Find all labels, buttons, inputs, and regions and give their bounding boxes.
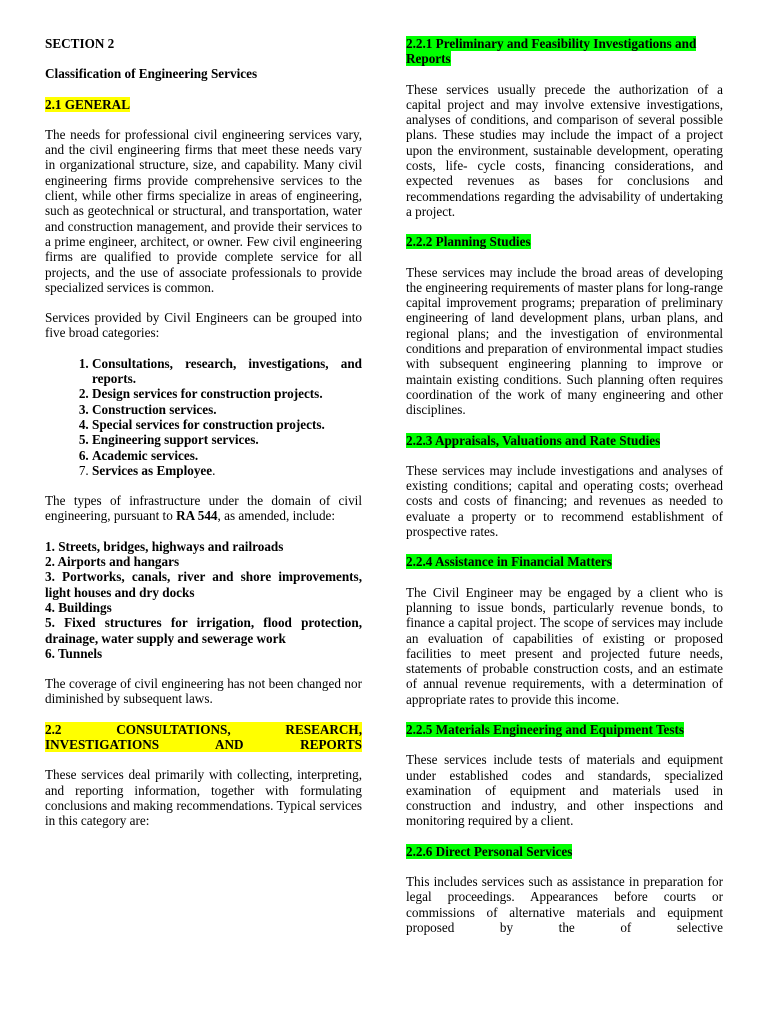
heading-2-2-3: 2.2.3 Appraisals, Valuations and Rate Studies [406,432,661,448]
list-item: 3. Portworks, canals, river and shore improvements, light houses and dry docks [45,569,362,600]
infrastructure-list [45,539,362,661]
list-item [92,463,362,478]
heading-2-2-2: 2.2.2 Planning Studies [406,234,531,250]
heading-2-2-6: 2.2.6 Direct Personal Services [406,843,573,859]
paragraph-2-2-3: These services may include investigations and analyses of existing conditions; capital and operating costs; overhead costs and costs of financing; and revenues as needed to evaluate a property or to recommend establishment of prospective rates. [406,462,723,540]
paragraph-consultations: These services deal primarily with collecting, interpreting, and reporting information, together with formulating conclusions and making recommendations. Typical services in this category are: [45,767,362,829]
paragraph-2-2-4: The Civil Engineer may be engaged by a client who is planning to issue bonds, particularly revenue bonds, to finance a capital project. The scope of services may include an evaluation of capabilities of existing or proposed facilities to meet present and projected future needs, statements of probable construction costs, and an estimate of annual revenue requirements, with a determination of appropriate rates to provide this income. [406,584,723,707]
paragraph-2-2-1: These services usually precede the authorization of a capital project and may involve extensive investigations, analyses of conditions, and comparison of several possible plans. These studies may include the impact of a project upon the environment, sustainable development, operating costs, life- cycle costs, financing considerations, and expected revenues as bases for conclusions and recommendations regarding the advisability of undertaking a project. [406,81,723,219]
paragraph-coverage: The coverage of civil engineering has not been changed nor diminished by subsequent laws. [45,676,362,707]
list-item: 4. Special services for construction projects. [92,417,362,432]
list-item: 6. Tunnels [45,645,103,661]
category-7-period: . [212,462,216,478]
heading-2-2-5: 2.2.5 Materials Engineering and Equipment Tests [406,721,685,737]
heading-2-2-1: 2.2.1 Preliminary and Feasibility Investigations and Reports [406,36,697,67]
paragraph-2-2-2: These services may include the broad areas of developing the engineering requirements of master plans for long-range capital improvement programs; preparation of preliminary engineering of land development plans, urban plans, and regional plans; and the investigation of environmental conditions and preparation of environmental impact studies with subsequent engineering planning to improve or maintain existing conditions. Such planning often requires coordination of the work of many engineering and other disciplines. [406,264,723,418]
list-item: 1. Streets, bridges, highways and railroads [45,538,284,554]
paragraph-categories-intro: Services provided by Civil Engineers can be grouped into five broad categories: [45,310,362,341]
heading-2-1: 2.1 GENERAL [45,96,130,112]
paragraph-general: The needs for professional civil engineering services vary, and the civil engineering firms that meet these needs vary in organizational structure, size, and capability. Many civil engineering firms provide comprehensive services to the client, while other firms specialize in areas of engineering, such as geotechnical or structural, and transportation, water and construction management, and provide their services to a prime engineer, architect, or owner. Few civil engineering firms are qualified to provide complete service for all projects, and the use of associate professionals to provide specialized services is common. [45,126,362,295]
list-item: 5. Fixed structures for irrigation, flood protection, drainage, water supply and sewerage work [45,615,362,646]
section-label: SECTION 2 [45,36,115,51]
list-item: 6. Academic services. [92,448,362,463]
list-item: 2. Airports and hangars [45,554,180,570]
category-7-text: Services as Employee [92,462,213,478]
right-column [406,36,723,950]
list-item: 2. Design services for construction projects. [92,386,362,401]
list-item: 3. Construction services. [92,402,362,417]
page-title: Classification of Engineering Services [45,66,258,82]
infra-intro-a: The types of infrastructure under the domain of civil engineering, pursuant to [45,493,362,524]
paragraph-2-2-5: These services include tests of materials and equipment under established codes and standards, specialized examination of equipment and materials used in construction and industry, and other inspections and monitoring required by a client. [406,752,723,829]
paragraph-2-2-6: This includes services such as assistance in preparation for legal proceedings. Appearances before courts or commissions of alternative materials and equipment proposed by the of selective [406,874,723,935]
infra-intro-b: , as amended, include: [217,508,336,524]
list-item: 5. Engineering support services. [92,432,362,447]
heading-2-2: 2.2 CONSULTATIONS, RESEARCH, INVESTIGATIONS AND REPORTS [45,721,362,752]
category-list [45,356,362,478]
heading-2-2-4: 2.2.4 Assistance in Financial Matters [406,554,612,570]
list-item: 4. Buildings [45,599,112,615]
list-item: 1. Consultations, research, investigations, and reports. [92,356,362,387]
ra-544: RA 544 [176,508,218,524]
left-column [45,36,362,843]
paragraph-infrastructure-intro [45,493,362,524]
